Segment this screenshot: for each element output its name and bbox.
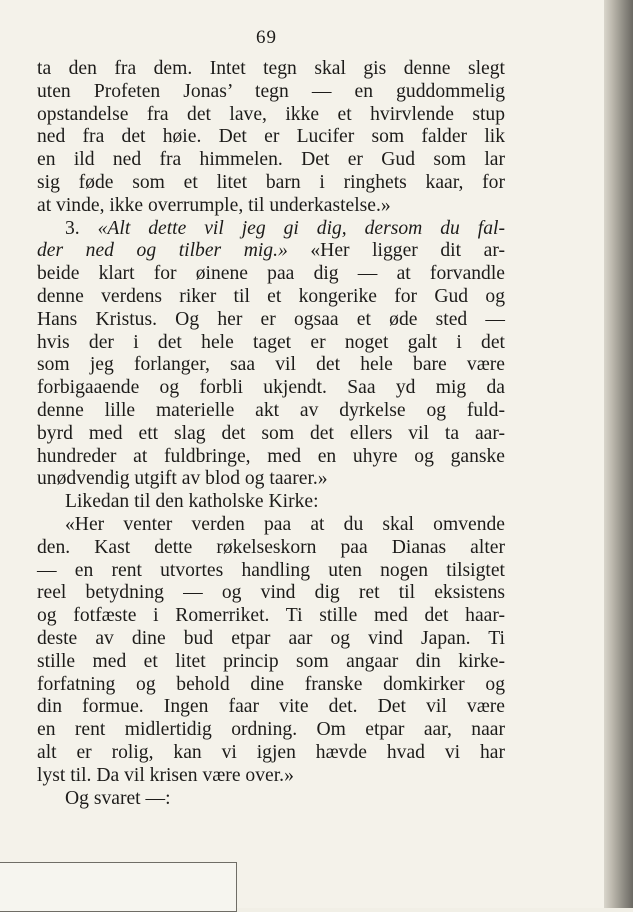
text-line: Likedan til den katholske Kirke:	[65, 491, 319, 513]
text-line: deste av dine bud etpar aar og vind Japan. Ti	[37, 627, 505, 649]
text-line: denne lille materielle akt av dyrkelse og fuld-	[37, 399, 505, 421]
text-line: Og svaret —:	[65, 787, 171, 809]
text-line	[37, 218, 505, 241]
text-line: «Her venter verden paa at du skal omvende	[65, 513, 505, 535]
text-line: sig føde som et litet barn i ringhets kaar, for	[37, 171, 505, 193]
text-line: opstandelse fra det lave, ikke et hvirvlende stup	[37, 103, 505, 125]
quote-italic: «Alt dette vil jeg gi dig, dersom du fal-	[97, 217, 505, 239]
text-line: ta den fra dem. Intet tegn skal gis denne slegt	[37, 58, 505, 79]
text-line: reel betydning — og vind dig ret til eksistens	[37, 582, 505, 604]
library-label-box	[0, 862, 237, 912]
text-line: hundreder at fuldbringe, med en uhyre og ganske	[37, 445, 505, 467]
section-number: 3.	[65, 217, 98, 239]
text-line: Hans Kristus. Og her er ogsaa et øde sted —	[37, 308, 505, 330]
text-line: en rent midlertidig ordning. Om etpar aar, naar	[37, 719, 505, 741]
text-line: ned fra det høie. Det er Lucifer som falder lik	[37, 126, 505, 148]
text-line: som jeg forlanger, saa vil det hele bare være	[37, 354, 505, 376]
text-line: — en rent utvortes handling uten nogen tilsigtet	[37, 559, 505, 581]
text-line: hvis der i det hele taget er noget galt i det	[37, 331, 505, 353]
page-edge-shadow	[604, 0, 633, 908]
body-text	[37, 58, 505, 810]
text-line: unødvendig utgift av blod og taarer.»	[37, 468, 328, 490]
text-line: lyst til. Da vil krisen være over.»	[37, 764, 294, 786]
text-line: forbigaaende og forbli ukjendt. Saa yd mig da	[37, 377, 505, 399]
text-line: byrd med ett slag det som det ellers vil ta aar-	[37, 422, 505, 444]
text-line: og fotfæste i Romerriket. Ti stille med det haar-	[37, 605, 505, 627]
text-line: den. Kast dette røkelseskorn paa Dianas alter	[37, 536, 505, 558]
text-line: stille med et litet princip som angaar din kirke-	[37, 650, 505, 672]
quote-italic: der ned og tilber mig.»	[37, 240, 288, 262]
text-line: beide klart for øinene paa dig — at forvandle	[37, 263, 505, 285]
text-line: at vinde, ikke overrumple, til underkastelse.»	[37, 194, 391, 216]
text-line: denne verdens riker til et kongerike for Gud og	[37, 285, 505, 307]
text-line: uten Profeten Jonas’ tegn — en guddommelig	[37, 80, 505, 102]
text-line: din formue. Ingen faar vite det. Det vil være	[37, 696, 505, 718]
page-number: 69	[256, 27, 277, 48]
text-line: forfatning og behold dine franske domkirker og	[37, 673, 505, 695]
text-line: en ild ned fra himmelen. Det er Gud som lar	[37, 149, 505, 171]
text-line: alt er rolig, kan vi igjen hævde hvad vi har	[37, 741, 505, 763]
text-line: der ned og tilber mig.» «Her ligger dit ar-	[37, 240, 505, 262]
